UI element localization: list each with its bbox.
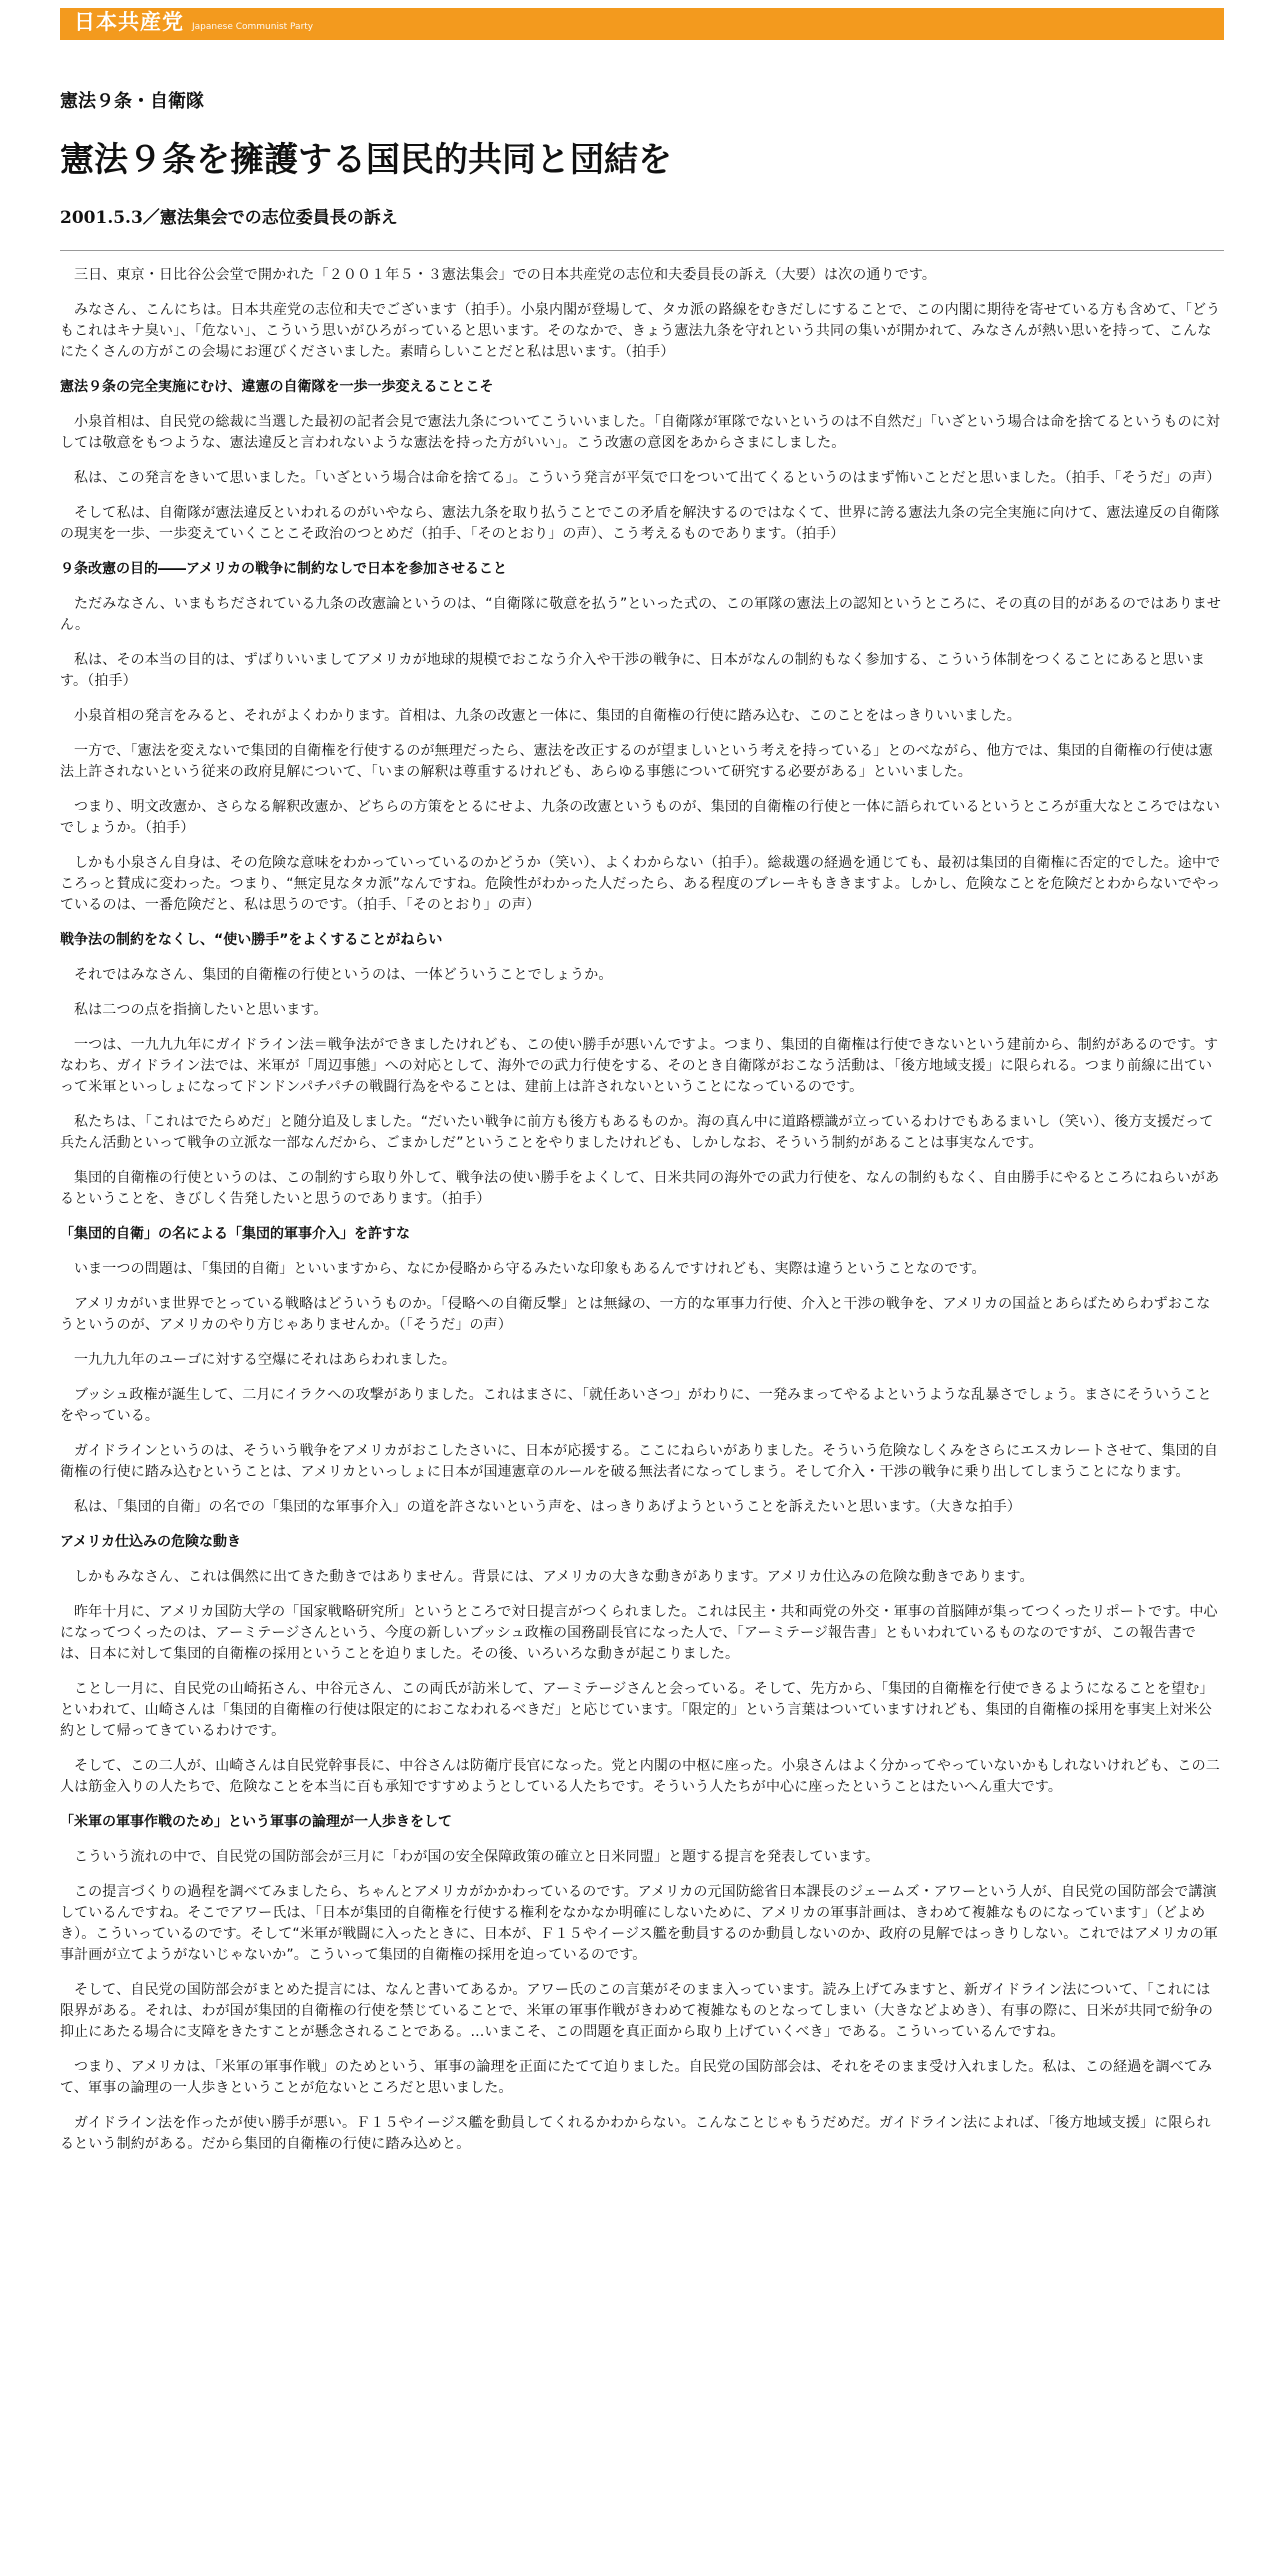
paragraph: 小泉首相は、自民党の総裁に当選した最初の記者会見で憲法九条についてこういいました。「自衛隊が軍隊でないというのは不自然だ」「いざという場合は命を捨てるというものに対しては敬意をもつような、憲法違反と言われないような憲法を持った方がいい」。こう改憲の意図をあからさまにしました。 xyxy=(60,414,1221,451)
article-category: 憲法９条・自衛隊 xyxy=(60,91,204,112)
paragraph: つまり、アメリカは、「米軍の軍事作戦」のためという、軍事の論理を正面にたてて迫りました。自民党の国防部会は、それをそのまま受け入れました。私は、この経過を調べてみて、軍事の論理の一人歩きということが危ないところだと思いました。 xyxy=(60,2059,1213,2096)
paragraph: 私たちは、「これはでたらめだ」と随分追及しました。“だいたい戦争に前方も後方もあるものか。海の真ん中に道路標識が立っているわけでもあるまいし（笑い）、後方支援だって兵たん活動といって戦争の立派な一部なんだから、ごまかしだ”ということをやりましたけれども、しかしなお、そういう制約があることは事実なんです。 xyxy=(60,1114,1214,1151)
paragraph: いま一つの問題は、「集団的自衛」といいますから、なにか侵略から守るみたいな印象もあるんですけれども、実際は違うということなのです。 xyxy=(74,1261,986,1277)
paragraph: 三日、東京・日比谷公会堂で開かれた「２００１年５・３憲法集会」での日本共産党の志位和夫委員長の訴え（大要）は次の通りです。 xyxy=(74,267,937,283)
paragraph: 一つは、一九九九年にガイドライン法＝戦争法ができましたけれども、この使い勝手が悪いんですよ。つまり、集団的自衛権は行使できないという建前から、制約があるのです。すなわち、ガイドライン法では、米軍が「周辺事態」への対応として、海外での武力行使をする、そのとき自衛隊がおこなう活動は、「後方地域支援」に限られる。つまり前線に出ていって米軍といっしょになってドンドンパチパチの戦闘行為をやることは、建前上は許されないということになっているのです。 xyxy=(60,1037,1219,1095)
paragraph: しかも小泉さん自身は、その危険な意味をわかっていっているのかどうか（笑い）、よくわからない（拍手）。総裁選の経過を通じても、最初は集団的自衛権に否定的でした。途中でころっと賛成に変わった。つまり、“無定見なタカ派”なんですね。危険性がわかった人だったら、ある程度のブレーキもききますよ。しかし、危険なことを危険だとわからないでやっているのは、一番危険だと、私は思うのです。（拍手、「そのとおり」の声） xyxy=(60,855,1221,913)
paragraph: 集団的自衛権の行使というのは、この制約すら取り外して、戦争法の使い勝手をよくして、日米共同の海外での武力行使を、なんの制約もなく、自由勝手にやるところにねらいがあるということを、きびしく告発したいと思うのであります。（拍手） xyxy=(60,1170,1220,1207)
section-heading: ９条改憲の目的――アメリカの戦争に制約なしで日本を参加させること xyxy=(60,561,508,577)
section-heading: 「米軍の軍事作戦のため」という軍事の論理が一人歩きをして xyxy=(60,1814,452,1830)
article xyxy=(60,40,1224,2169)
section-heading: 戦争法の制約をなくし、“使い勝手”をよくすることがねらい xyxy=(60,932,443,948)
paragraph: それではみなさん、集団的自衛権の行使というのは、一体どういうことでしょうか。 xyxy=(74,967,613,983)
paragraph: そして、自民党の国防部会がまとめた提言には、なんと書いてあるか。アワー氏のこの言葉がそのまま入っています。読み上げてみますと、新ガイドライン法について、「これには限界がある。それは、わが国が集団的自衛権の行使を禁じていることで、米軍の軍事作戦がきわめて複雑なものとなってしまい（大きなどよめき）、有事の際に、日米が共同で紛争の抑止にあたる場合に支障をきたすことが懸念されることである。…いまこそ、この問題を真正面から取り上げていくべき」である。こういっているんですね。 xyxy=(60,1982,1214,2040)
paragraph: ただみなさん、いまもちだされている九条の改憲論というのは、“自衛隊に敬意を払う”といった式の、この軍隊の憲法上の認知というところに、その真の目的があるのではありません。 xyxy=(60,596,1222,633)
divider xyxy=(60,250,1224,251)
jcp-logo[interactable] xyxy=(74,6,313,43)
article-subtitle: 2001.5.3／憲法集会での志位委員長の訴え xyxy=(60,208,398,228)
paragraph: つまり、明文改憲か、さらなる解釈改憲か、どちらの方策をとるにせよ、九条の改憲というものが、集団的自衛権の行使と一体に語られているというところが重大なところではないでしょうか。（拍手） xyxy=(60,799,1221,836)
site-header-bar xyxy=(60,8,1224,40)
paragraph: 一九九九年のユーゴに対する空爆にそれはあらわれました。 xyxy=(74,1352,457,1368)
article-body xyxy=(60,265,1224,2155)
paragraph: この提言づくりの過程を調べてみましたら、ちゃんとアメリカがかかわっているのです。アメリカの元国防総省日本課長のジェームズ・アワーという人が、自民党の国防部会で講演しているんですね。そこでアワー氏は、「日本が集団的自衛権を行使する権利をなかなか明確にしないために、アメリカの軍事計画は、きわめて複雑なものになっています」（どよめき）。こういっているのです。そして“米軍が戦闘に入ったときに、日本が、Ｆ１５やイージス艦を動員するのか動員しないのか、政府の見解ではっきりしない。これではアメリカの軍事計画が立てようがないじゃないか”。こういって集団的自衛権の採用を迫っているのです。 xyxy=(60,1884,1218,1963)
paragraph: 一方で、「憲法を変えないで集団的自衛権を行使するのが無理だったら、憲法を改正するのが望ましいという考えを持っている」とのべながら、他方では、集団的自衛権の行使は憲法上許されないという従来の政府見解について、「いまの解釈は尊重するけれども、あらゆる事態について研究する必要がある」といいました。 xyxy=(60,743,1213,780)
paragraph: 私は、「集団的自衛」の名での「集団的な軍事介入」の道を許さないという声を、はっきりあげようということを訴えたいと思います。（大きな拍手） xyxy=(74,1499,1022,1515)
paragraph: ガイドライン法を作ったが使い勝手が悪い。Ｆ１５やイージス艦を動員してくれるかわからない。こんなことじゃもうだめだ。ガイドライン法によれば、「後方地域支援」に限られるという制約がある。だから集団的自衛権の行使に踏み込めと。 xyxy=(60,2115,1211,2152)
paragraph: 私は二つの点を指摘したいと思います。 xyxy=(74,1002,328,1018)
paragraph: ブッシュ政権が誕生して、二月にイラクへの攻撃がありました。これはまさに、「就任あいさつ」がわりに、一発みまってやるよというような乱暴さでしょう。まさにそういうことをやっている。 xyxy=(60,1387,1212,1424)
paragraph: そして、この二人が、山崎さんは自民党幹事長に、中谷さんは防衛庁長官になった。党と内閣の中枢に座った。小泉さんはよく分かってやっていないかもしれないけれども、この二人は筋金入りの人たちで、危険なことを本当に百も承知ですすめようとしている人たちです。そういう人たちが中心に座ったということはたいへん重大です。 xyxy=(60,1758,1220,1795)
paragraph: ガイドラインというのは、そういう戦争をアメリカがおこしたさいに、日本が応援する。ここにねらいがありました。そういう危険なしくみをさらにエスカレートさせて、集団的自衛権の行使に踏み込むということは、アメリカといっしょに日本が国連憲章のルールを破る無法者になってしまう。そして介入・干渉の戦争に乗り出してしまうことになります。 xyxy=(60,1443,1219,1480)
paragraph: 昨年十月に、アメリカ国防大学の「国家戦略研究所」というところで対日提言がつくられました。これは民主・共和両党の外交・軍事の首脳陣が集ってつくったリポートです。中心になってつくったのは、アーミテージさんという、今度の新しいブッシュ政権の国務副長官になった人で、「アーミテージ報告書」ともいわれているものなのですが、この報告書では、日本に対して集団的自衛権の採用ということを迫りました。その後、いろいろな動きが起こりました。 xyxy=(60,1604,1218,1662)
paragraph: 私は、この発言をきいて思いました。「いざという場合は命を捨てる」。こういう発言が平気で口をついて出てくるというのはまず怖いことだと思いました。（拍手、「そうだ」の声） xyxy=(74,470,1221,486)
paragraph: アメリカがいま世界でとっている戦略はどういうものか。「侵略への自衛反撃」とは無縁の、一方的な軍事力行使、介入と干渉の戦争を、アメリカの国益とあらばためらわずおこなうというのが、アメリカのやり方じゃありませんか。（「そうだ」の声） xyxy=(60,1296,1211,1333)
paragraph: 小泉首相の発言をみると、それがよくわかります。首相は、九条の改憲と一体に、集団的自衛権の行使に踏み込む、このことをはっきりいいました。 xyxy=(74,708,1021,724)
section-heading: アメリカ仕込みの危険な動き xyxy=(60,1534,242,1550)
logo-english-text: Japanese Communist Party xyxy=(192,21,314,32)
article-title: 憲法９条を擁護する国民的共同と団結を xyxy=(60,140,672,180)
paragraph: 私は、その本当の目的は、ずばりいいましてアメリカが地球的規模でおこなう介入や干渉の戦争に、日本がなんの制約もなく参加する、こういう体制をつくることにあると思います。（拍手） xyxy=(60,652,1206,689)
paragraph: ことし一月に、自民党の山崎拓さん、中谷元さん、この両氏が訪米して、アーミテージさんと会っている。そして、先方から、「集団的自衛権を行使できるようになることを望む」といわれて、山崎さんは「集団的自衛権の行使は限定的におこなわれるべきだ」と応じています。「限定的」という言葉はついていますけれども、集団的自衛権の採用を事実上対米公約として帰ってきているわけです。 xyxy=(60,1681,1214,1739)
logo-text: 日本共産党 xyxy=(74,9,184,34)
section-heading: 憲法９条の完全実施にむけ、違憲の自衛隊を一歩一歩変えることこそ xyxy=(60,379,494,395)
paragraph: そして私は、自衛隊が憲法違反といわれるのがいやなら、憲法九条を取り払うことでこの矛盾を解決するのではなくて、世界に誇る憲法九条の完全実施に向けて、憲法違反の自衛隊の現実を一歩、一歩変えていくことこそ政治のつとめだ（拍手、「そのとおり」の声）、こう考えるものであります。（拍手） xyxy=(60,505,1220,542)
section-heading: 「集団的自衛」の名による「集団的軍事介入」を許すな xyxy=(60,1226,410,1242)
paragraph: こういう流れの中で、自民党の国防部会が三月に「わが国の安全保障政策の確立と日米同盟」と題する提言を発表しています。 xyxy=(74,1849,880,1865)
paragraph: みなさん、こんにちは。日本共産党の志位和夫でございます（拍手）。小泉内閣が登場して、タカ派の路線をむきだしにすることで、この内閣に期待を寄せている方も含めて、「どうもこれはキナ臭い」、「危ない」、こういう思いがひろがっていると思います。そのなかで、きょう憲法九条を守れという共同の集いが開かれて、みなさんが熱い思いを持って、こんなにたくさんの方がこの会場にお運びくださいました。素晴らしいことだと私は思います。（拍手） xyxy=(60,302,1221,360)
paragraph: しかもみなさん、これは偶然に出てきた動きではありません。背景には、アメリカの大きな動きがあります。アメリカ仕込みの危険な動きであります。 xyxy=(74,1569,1034,1585)
